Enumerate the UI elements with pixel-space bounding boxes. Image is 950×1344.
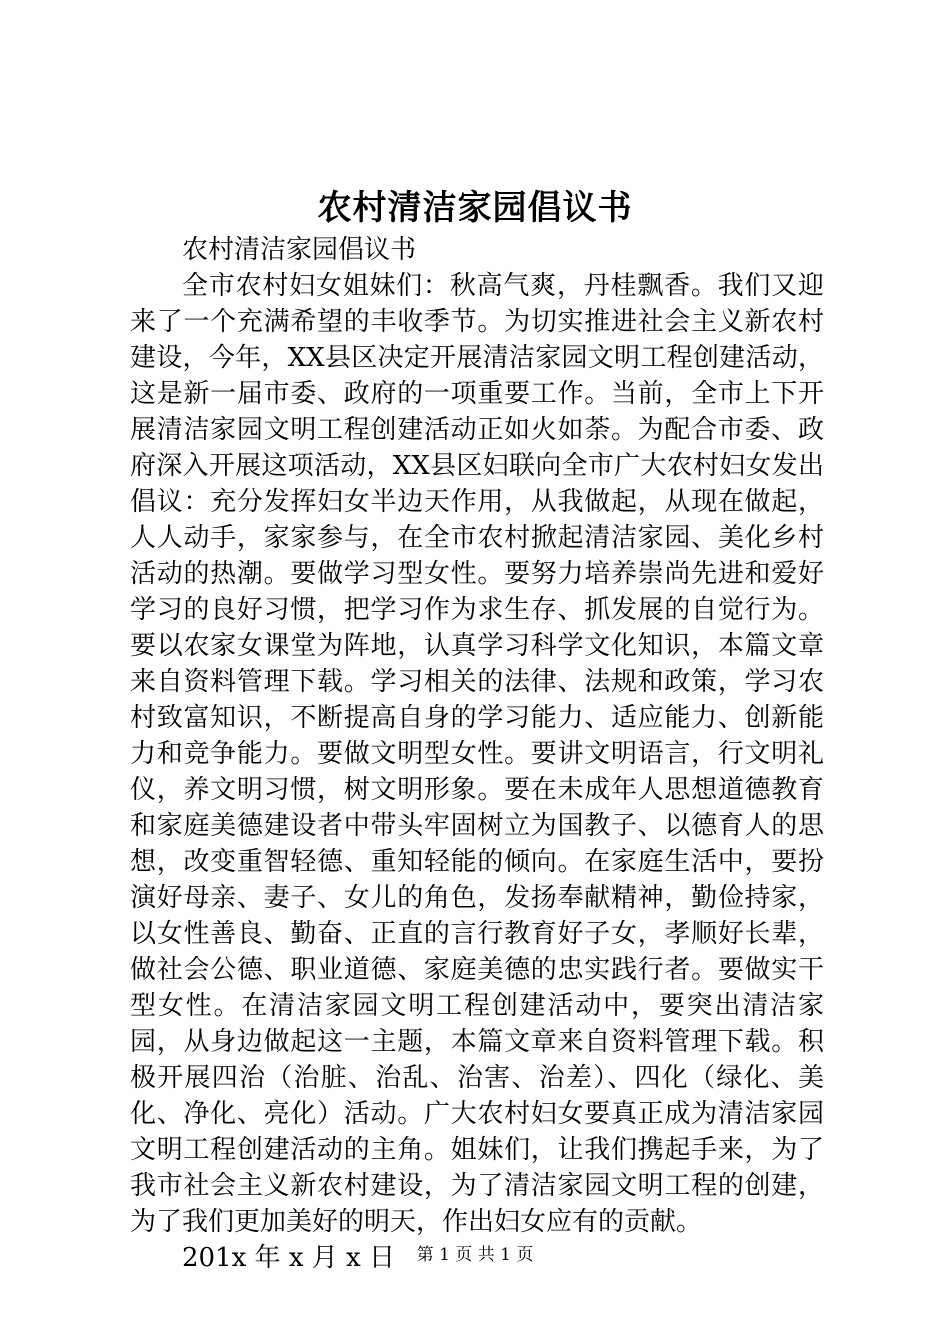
document-date: 201x 年 x 月 x 日: [182, 1243, 395, 1273]
document-title: 农村清洁家园倡议书: [317, 188, 633, 228]
document-content: [130, 232, 824, 1276]
page-footer: 第 1 页 共 1 页: [416, 1245, 534, 1265]
document-body: 全市农村妇女姐妹们：秋高气爽，丹桂飘香。我们又迎来了一个充满希望的丰收季节。为切实推进社会主义新农村建设，今年，XX县区决定开展清洁家园文明工程创建活动，这是新一届市委、政府的一项重要工作。当前，全市上下开展清洁家园文明工程创建活动正如火如荼。为配合市委、政府深入开展这项活动，XX县区妇联向全市广大农村妇女发出倡议：充分发挥妇女半边天作用，从我做起，从现在做起，人人动手，家家参与，在全市农村掀起清洁家园、美化乡村活动的热潮。要做学习型女性。要努力培养崇尚先进和爱好学习的良好习惯，把学习作为求生存、抓发展的自觉行为。要以农家女课堂为阵地，认真学习科学文化知识，本篇文章来自资料管理下载。学习相关的法律、法规和政策，学习农村致富知识，不断提高自身的学习能力、适应能力、创新能力和竞争能力。要做文明型女性。要讲文明语言，行文明礼仪，养文明习惯，树文明形象。要在未成年人思想道德教育和家庭美德建设者中带头牢固树立为国教子、以德育人的思想，改变重智轻德、重知轻能的倾向。在家庭生活中，要扮演好母亲、妻子、女儿的角色，发扬奉献精神，勤俭持家，以女性善良、勤奋、正直的言行教育好子女，孝顺好长辈，做社会公德、职业道德、家庭美德的忠实践行者。要做实干型女性。在清洁家园文明工程创建活动中，要突出清洁家园，从身边做起这一主题，本篇文章来自资料管理下载。积极开展四治（治脏、治乱、治害、治差）、四化（绿化、美化、净化、亮化）活动。广大农村妇女要真正成为清洁家园文明工程创建活动的主角。姐妹们，让我们携起手来，为了我市社会主义新农村建设，为了清洁家园文明工程的创建，为了我们更加美好的明天，作出妇女应有的贡献。: [130, 271, 824, 1237]
document-subtitle: 农村清洁家园倡议书: [182, 235, 417, 265]
